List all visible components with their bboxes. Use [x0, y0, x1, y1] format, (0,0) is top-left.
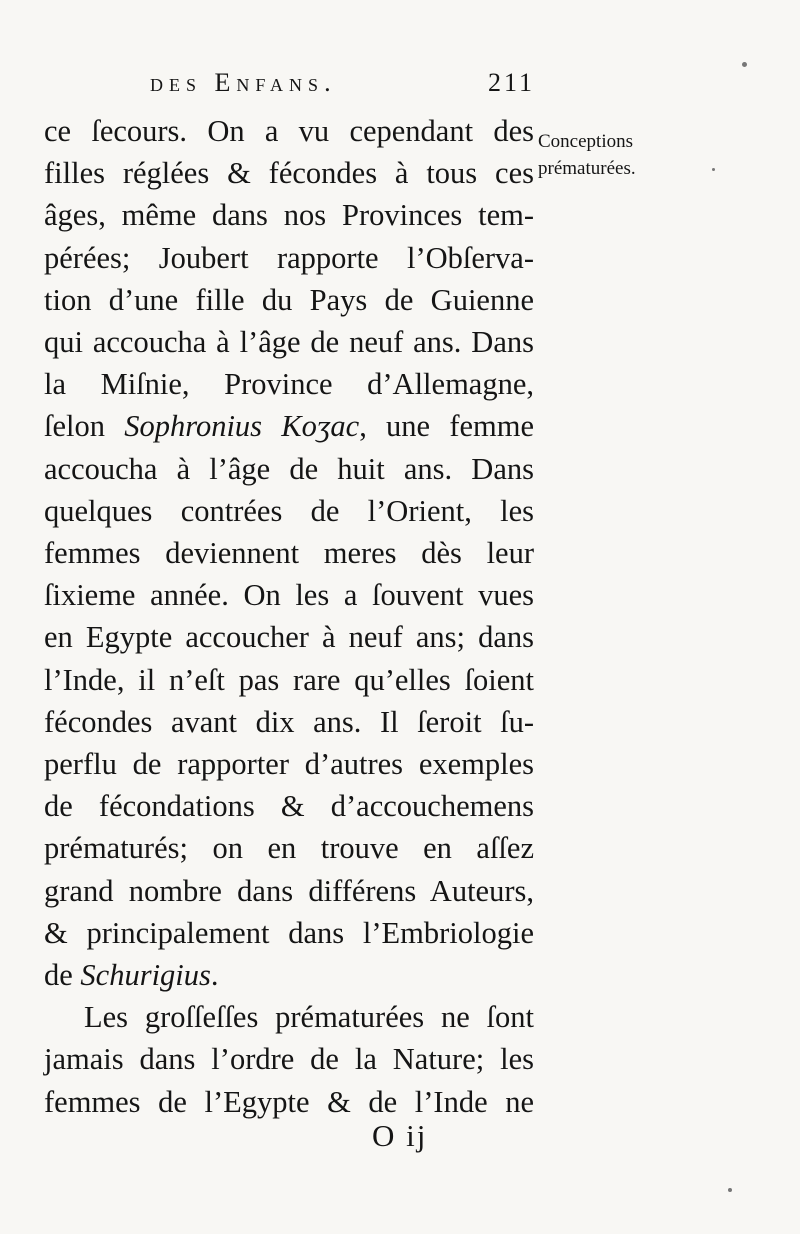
- text-line: ce ſecours. On a vu cependant des: [44, 114, 534, 148]
- text-line: prématurés; on en trouve en aſſez: [44, 831, 534, 866]
- running-title: des Enfans.: [150, 68, 337, 97]
- body-text: [44, 110, 534, 1123]
- text-line-italic-name: de Schurigius.: [44, 958, 219, 993]
- text-line: tion d’une fille du Pays de Guienne: [44, 282, 534, 317]
- text-line: grand nombre dans différens Auteurs,: [44, 873, 534, 908]
- margin-note-line: Conceptions: [538, 131, 633, 152]
- text-line: quelques contrées de l’Orient, les: [44, 493, 534, 528]
- text-line: en Egypte accoucher à neuf ans; dans: [44, 620, 534, 655]
- text-line: filles réglées & fécondes à tous ces: [44, 156, 534, 191]
- text-line: accoucha à l’âge de huit ans. Dans: [44, 451, 534, 486]
- text-line-italic-name: ſelon Sophronius Koʒac, une femme: [44, 409, 534, 444]
- italic-name: Sophronius Koʒac: [124, 409, 360, 444]
- text-line: la Miſnie, Province d’Allemagne,: [44, 367, 534, 402]
- text-line: de fécondations & d’accouchemens: [44, 789, 534, 824]
- text-line: perflu de rapporter d’autres exemples: [44, 747, 534, 782]
- print-speck: [728, 1188, 732, 1192]
- text-line: & principalement dans l’Embriologie: [44, 915, 534, 950]
- text-line: femmes de l’Egypte & de l’Inde ne: [44, 1084, 534, 1119]
- text-line: l’Inde, il n’eſt pas rare qu’elles ſoient: [44, 662, 534, 697]
- margin-note-line: prématurées.: [538, 158, 636, 179]
- text-line: fécondes avant dix ans. Il ſeroit ſu-: [44, 704, 534, 739]
- margin-note: [538, 128, 688, 182]
- text-line: pérées; Joubert rapporte l’Obſerva-: [44, 240, 534, 275]
- print-speck: [742, 62, 747, 67]
- print-speck: [712, 168, 715, 171]
- text-line: qui accoucha à l’âge de neuf ans. Dans: [44, 325, 534, 360]
- paragraph-start-line: Les groſſeſſes prématurées ne ſont: [84, 1000, 534, 1035]
- page-number: 211: [487, 68, 535, 97]
- text-line: ſixieme année. On les a ſouvent vues: [44, 578, 534, 613]
- text-line: femmes deviennent meres dès leur: [44, 536, 534, 571]
- page-header: [150, 68, 535, 108]
- signature-mark: O ij: [372, 1118, 428, 1153]
- text-line: âges, même dans nos Provinces tem-: [44, 198, 534, 233]
- italic-name: Schurigius: [80, 958, 211, 993]
- text-line: jamais dans l’ordre de la Nature; les: [44, 1042, 534, 1077]
